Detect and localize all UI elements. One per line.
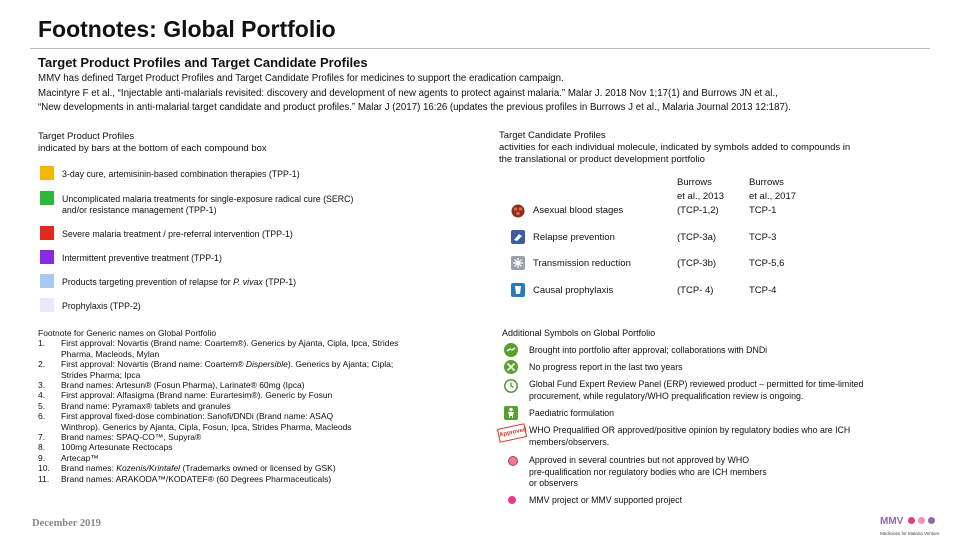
symbol-label: Global Fund Expert Review Panel (ERP) reviewed product – permitted for time-limited procurement, while regulatory/WHO prequalification review is ongoing. (529, 379, 864, 401)
mmv-logo: MMV (880, 516, 935, 527)
tpp-label-line: and/or resistance management (TPP-1) (62, 205, 217, 215)
tcp-col1-header: Burrows et al., 2013 (TCP-1,2) (677, 177, 725, 216)
symbol-label: MMV project or MMV supported project (529, 495, 683, 505)
footnote-item: 7. Brand names: SPAQ-CO™, Supyra® (38, 432, 202, 443)
intro-line: MMV has defined Target Product Profiles and Target Candidate Profiles for medicines to support the eradication campaign. (38, 73, 564, 84)
footnote-item: 8. 100mg Artesunate Rectocaps (38, 442, 173, 453)
tpp-color-red (40, 226, 54, 240)
logo-dot-icon (918, 517, 925, 524)
tcp-row-col2: TCP-5,6 (749, 258, 785, 269)
symbol-label: Paediatric formulation (529, 408, 615, 418)
tpp-label: Severe malaria treatment / pre-referral intervention (TPP-1) (62, 229, 293, 239)
symbol-label: Brought into portfolio after approval; collaborations with DNDi (529, 345, 768, 355)
tcp-row-col1: (TCP-3b) (677, 258, 717, 269)
small-dot-icon (508, 456, 518, 466)
intro-line: “New developments in anti-malarial target candidate and product profiles.” Malar J (2017) 16:26 (updates the previous profiles in Burrows J et al., Malaria Journal 2013 12:187). (38, 102, 791, 113)
tpp-label: 3-day cure, artemisinin-based combination therapies (TPP-1) (62, 169, 300, 179)
mmv-dot-icon (508, 496, 516, 504)
tcp-header-line: the translational or product development portfolio (499, 154, 705, 165)
child-icon (504, 406, 518, 420)
tpp-color-light-blue (40, 274, 54, 288)
footnote-header: Footnote for Generic names on Global Portfolio (38, 328, 217, 338)
footnote-item: 2. First approval: Novartis (Brand name: Coartem® Dispersible). Generics by Ajanta; Cipla; Strides Pharma; Ipca (38, 359, 394, 380)
no-progress-icon (504, 360, 518, 374)
logo-dot-icon (928, 517, 935, 524)
tcp-row-col2: TCP-3 (749, 232, 777, 243)
tpp-header-line: Target Product Profiles (38, 131, 135, 142)
page-title: Footnotes: Global Portfolio (38, 16, 336, 42)
tpp-color-green (40, 191, 54, 205)
logo-tagline: Medicines for Malaria Venture (880, 531, 940, 536)
tpp-label: Products targeting prevention of relapse for P. vivax (TPP-1) (62, 277, 297, 287)
tpp-color-lavender (40, 298, 54, 312)
tcp-header-line: Target Candidate Profiles (499, 130, 606, 141)
generic-names-footnote (38, 328, 468, 484)
relapse-icon (511, 230, 525, 244)
footer-date: December 2019 (32, 518, 101, 529)
footnote-item: 5. Brand name: Pyramax® tablets and granules (38, 400, 231, 411)
tcp-row-label: Asexual blood stages (533, 205, 624, 216)
transmission-icon (511, 256, 525, 270)
title-divider (30, 48, 930, 49)
symbol-label: No progress report in the last two years (529, 362, 683, 372)
tcp-row-col1: (TCP- 4) (677, 285, 714, 296)
intro-line: Macintyre F et al., “Injectable anti-malarials revisited: discovery and development of new agents to protect against malaria.” Malar J. 2018 Nov 1;17(1) and Burrows JN et al., (38, 87, 778, 99)
stamp-icon: Approved (497, 423, 527, 443)
tcp-col2-header: Burrows et al., 2017 TCP-1 (749, 177, 797, 216)
tcp-row-col2: TCP-4 (749, 285, 777, 296)
tcp-row-label: Causal prophylaxis (533, 285, 614, 296)
footnote-item: 4. First approval: Alfasigma (Brand name: Eurartesim®). Generic by Fosun (38, 390, 333, 401)
handshake-icon (504, 343, 518, 357)
footnote-item: 10. Brand names: Kozenis/Krintafel (Trademarks owned or licensed by GSK) (38, 463, 336, 474)
tcp-header-line: activities for each individual molecule, indicated by symbols added to compounds in (499, 142, 851, 153)
section-subtitle: Target Product Profiles and Target Candidate Profiles (38, 55, 368, 70)
additional-symbols-header: Additional Symbols on Global Portfolio (502, 328, 656, 338)
tpp-color-yellow (40, 166, 54, 180)
tcp-row-label: Transmission reduction (533, 258, 631, 269)
clock-icon (504, 379, 518, 393)
tpp-color-purple (40, 250, 54, 264)
footnote-item: 11. Brand names: ARAKODA™/KODATEF® (60 Degrees Pharmaceuticals) (38, 473, 332, 484)
footnote-item: 1. First approval: Novartis (Brand name: Coartem®). Generics by Ajanta, Cipla, Ipca, Strides Pharma, Macleods, Mylan (38, 338, 399, 359)
tpp-label: Intermittent preventive treatment (TPP-1) (62, 253, 222, 263)
blood-cell-icon (511, 204, 525, 218)
tpp-header (38, 131, 267, 155)
tcp-row-label: Relapse prevention (533, 232, 615, 243)
tpp-label-line: Uncomplicated malaria treatments for single-exposure radical cure (SERC) (62, 194, 354, 204)
tcp-row-col1: (TCP-3a) (677, 232, 717, 243)
tpp-label (62, 194, 353, 216)
footnote-item: 6. First approval fixed-dose combination: Sanofi/DNDi (Brand name: ASAQ Winthrop). Generics by Ajanta, Cipla, Fosun, Ipca, Strides Pharma, Macleods (38, 411, 352, 432)
tpp-label: Prophylaxis (TPP-2) (62, 301, 141, 311)
footnote-item: 9. Artecap™ (38, 452, 99, 463)
intro-text (38, 72, 938, 116)
tpp-header-line: indicated by bars at the bottom of each compound box (38, 143, 267, 154)
tcp-header (499, 130, 850, 166)
symbol-label: Approved in several countries but not approved by WHO pre-qualification nor regulatory bodies who are ICH members or observers (529, 455, 767, 488)
symbol-label: WHO Prequalified OR approved/positive opinion by regulatory bodies who are ICH members/observers. (529, 425, 851, 447)
prophylaxis-icon (511, 283, 525, 297)
footnote-item: 3. Brand names: Artesun® (Fosun Pharma), Larinate® 60mg (Ipca) (38, 380, 305, 391)
logo-dot-icon (908, 517, 915, 524)
